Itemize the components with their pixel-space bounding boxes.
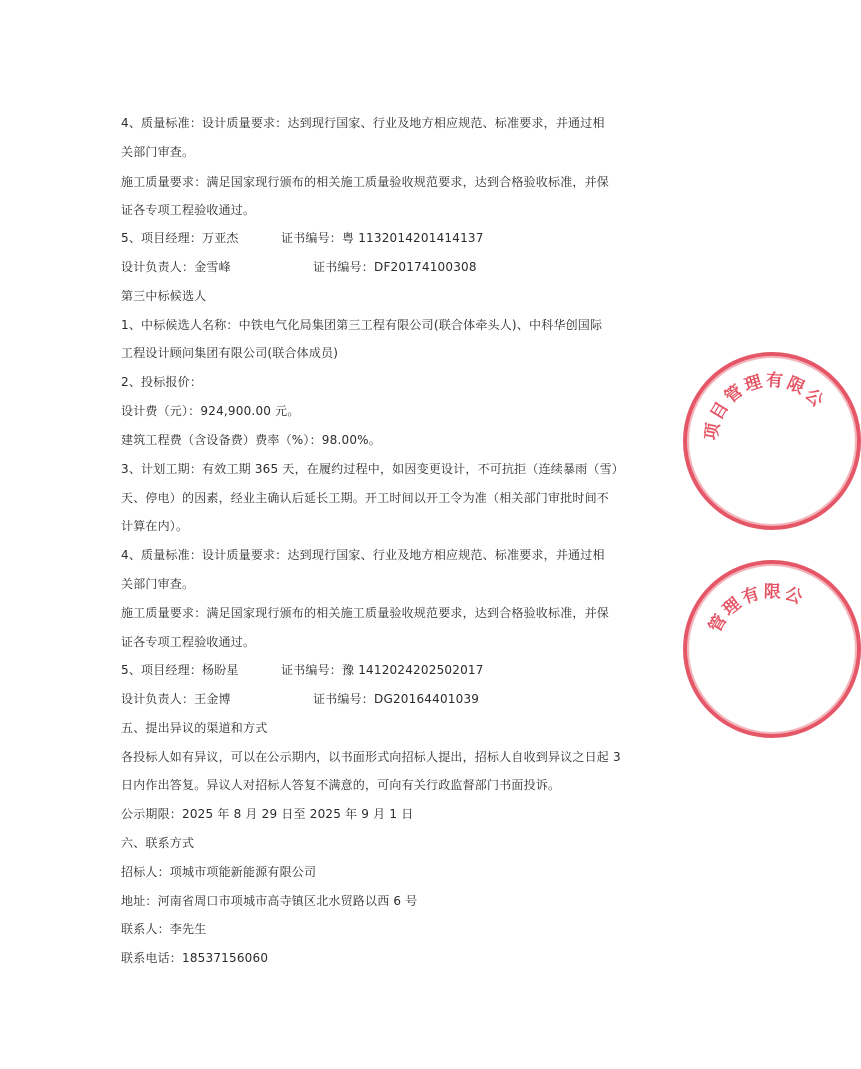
company-seal xyxy=(683,352,861,530)
text-line: 4、质量标准：设计质量要求：达到现行国家、行业及地方相应规范、标准要求，并通过相 xyxy=(121,116,605,130)
text-line: 日内作出答复。异议人对招标人答复不满意的，可向有关行政监督部门书面投诉。 xyxy=(121,778,561,792)
section-heading: 六、联系方式 xyxy=(121,836,195,850)
company-seal xyxy=(683,560,861,738)
text-line: 联系人：李先生 xyxy=(121,922,207,936)
personnel-line xyxy=(121,691,479,707)
seal-ring-text xyxy=(687,356,857,526)
personnel-line xyxy=(121,259,477,275)
seal-text-bottom: 管理有限公 xyxy=(705,582,808,637)
text-line: 1、中标候选人名称：中铁电气化局集团第三工程有限公司(联合体牵头人)、中科华创国际 xyxy=(121,318,603,332)
text-line: 工程设计顾问集团有限公司(联合体成员) xyxy=(121,346,339,360)
section-heading: 五、提出异议的渠道和方式 xyxy=(121,721,268,735)
svg-text:项目管理有限公 xyxy=(701,369,829,441)
personnel-line xyxy=(121,230,484,246)
text-line: 联系电话：18537156060 xyxy=(121,951,269,965)
text-line: 各投标人如有异议，可以在公示期内，以书面形式向招标人提出，招标人自收到异议之日起 3 xyxy=(121,750,621,764)
text-line: 设计费（元）：924,900.00 元。 xyxy=(121,404,300,418)
text-line: 证各专项工程验收通过。 xyxy=(121,635,256,649)
personnel-line xyxy=(121,662,484,678)
personnel-label: 设计负责人：王金博 xyxy=(121,692,231,706)
text-line: 3、计划工期：有效工期 365 天，在履约过程中，如因变更设计，不可抗拒（连续暴雨（雪） xyxy=(121,462,624,476)
certificate-number: 证书编号：DF20174100308 xyxy=(313,260,477,274)
text-line: 地址：河南省周口市项城市高寺镇区北水贸路以西 6 号 xyxy=(121,894,418,908)
text-line: 4、质量标准：设计质量要求：达到现行国家、行业及地方相应规范、标准要求，并通过相 xyxy=(121,548,605,562)
seal-text-top: 项目管理有限公 xyxy=(701,370,830,442)
text-line: 建筑工程费（含设备费）费率（%）：98.00%。 xyxy=(121,433,381,447)
personnel-label: 5、项目经理：杨盼星 xyxy=(121,663,239,677)
text-line: 计算在内）。 xyxy=(121,519,189,533)
text-line: 关部门审查。 xyxy=(121,145,195,159)
text-line: 关部门审查。 xyxy=(121,577,195,591)
svg-text:管理有限公 xyxy=(704,582,807,636)
personnel-label: 设计负责人：金雪峰 xyxy=(121,260,231,274)
certificate-number: 证书编号：粤 1132014201414137 xyxy=(281,231,484,245)
certificate-number: 证书编号：DG20164401039 xyxy=(313,692,480,706)
text-line: 天、停电）的因素，经业主确认后延长工期。开工时间以开工令为准（相关部门审批时间不 xyxy=(121,491,610,505)
personnel-label: 5、项目经理：万亚杰 xyxy=(121,231,239,245)
text-line: 2、投标报价： xyxy=(121,375,203,389)
section-heading: 第三中标候选人 xyxy=(121,289,207,303)
seal-ring-text xyxy=(687,564,857,734)
text-line: 施工质量要求：满足国家现行颁布的相关施工质量验收规范要求，达到合格验收标准，并保 xyxy=(121,175,610,189)
text-line: 招标人：项城市项能新能源有限公司 xyxy=(121,865,317,879)
text-line: 施工质量要求：满足国家现行颁布的相关施工质量验收规范要求，达到合格验收标准，并保 xyxy=(121,606,610,620)
certificate-number: 证书编号：豫 1412024202502017 xyxy=(281,663,484,677)
text-line: 证各专项工程验收通过。 xyxy=(121,203,256,217)
text-line: 公示期限：2025 年 8 月 29 日至 2025 年 9 月 1 日 xyxy=(121,807,414,821)
